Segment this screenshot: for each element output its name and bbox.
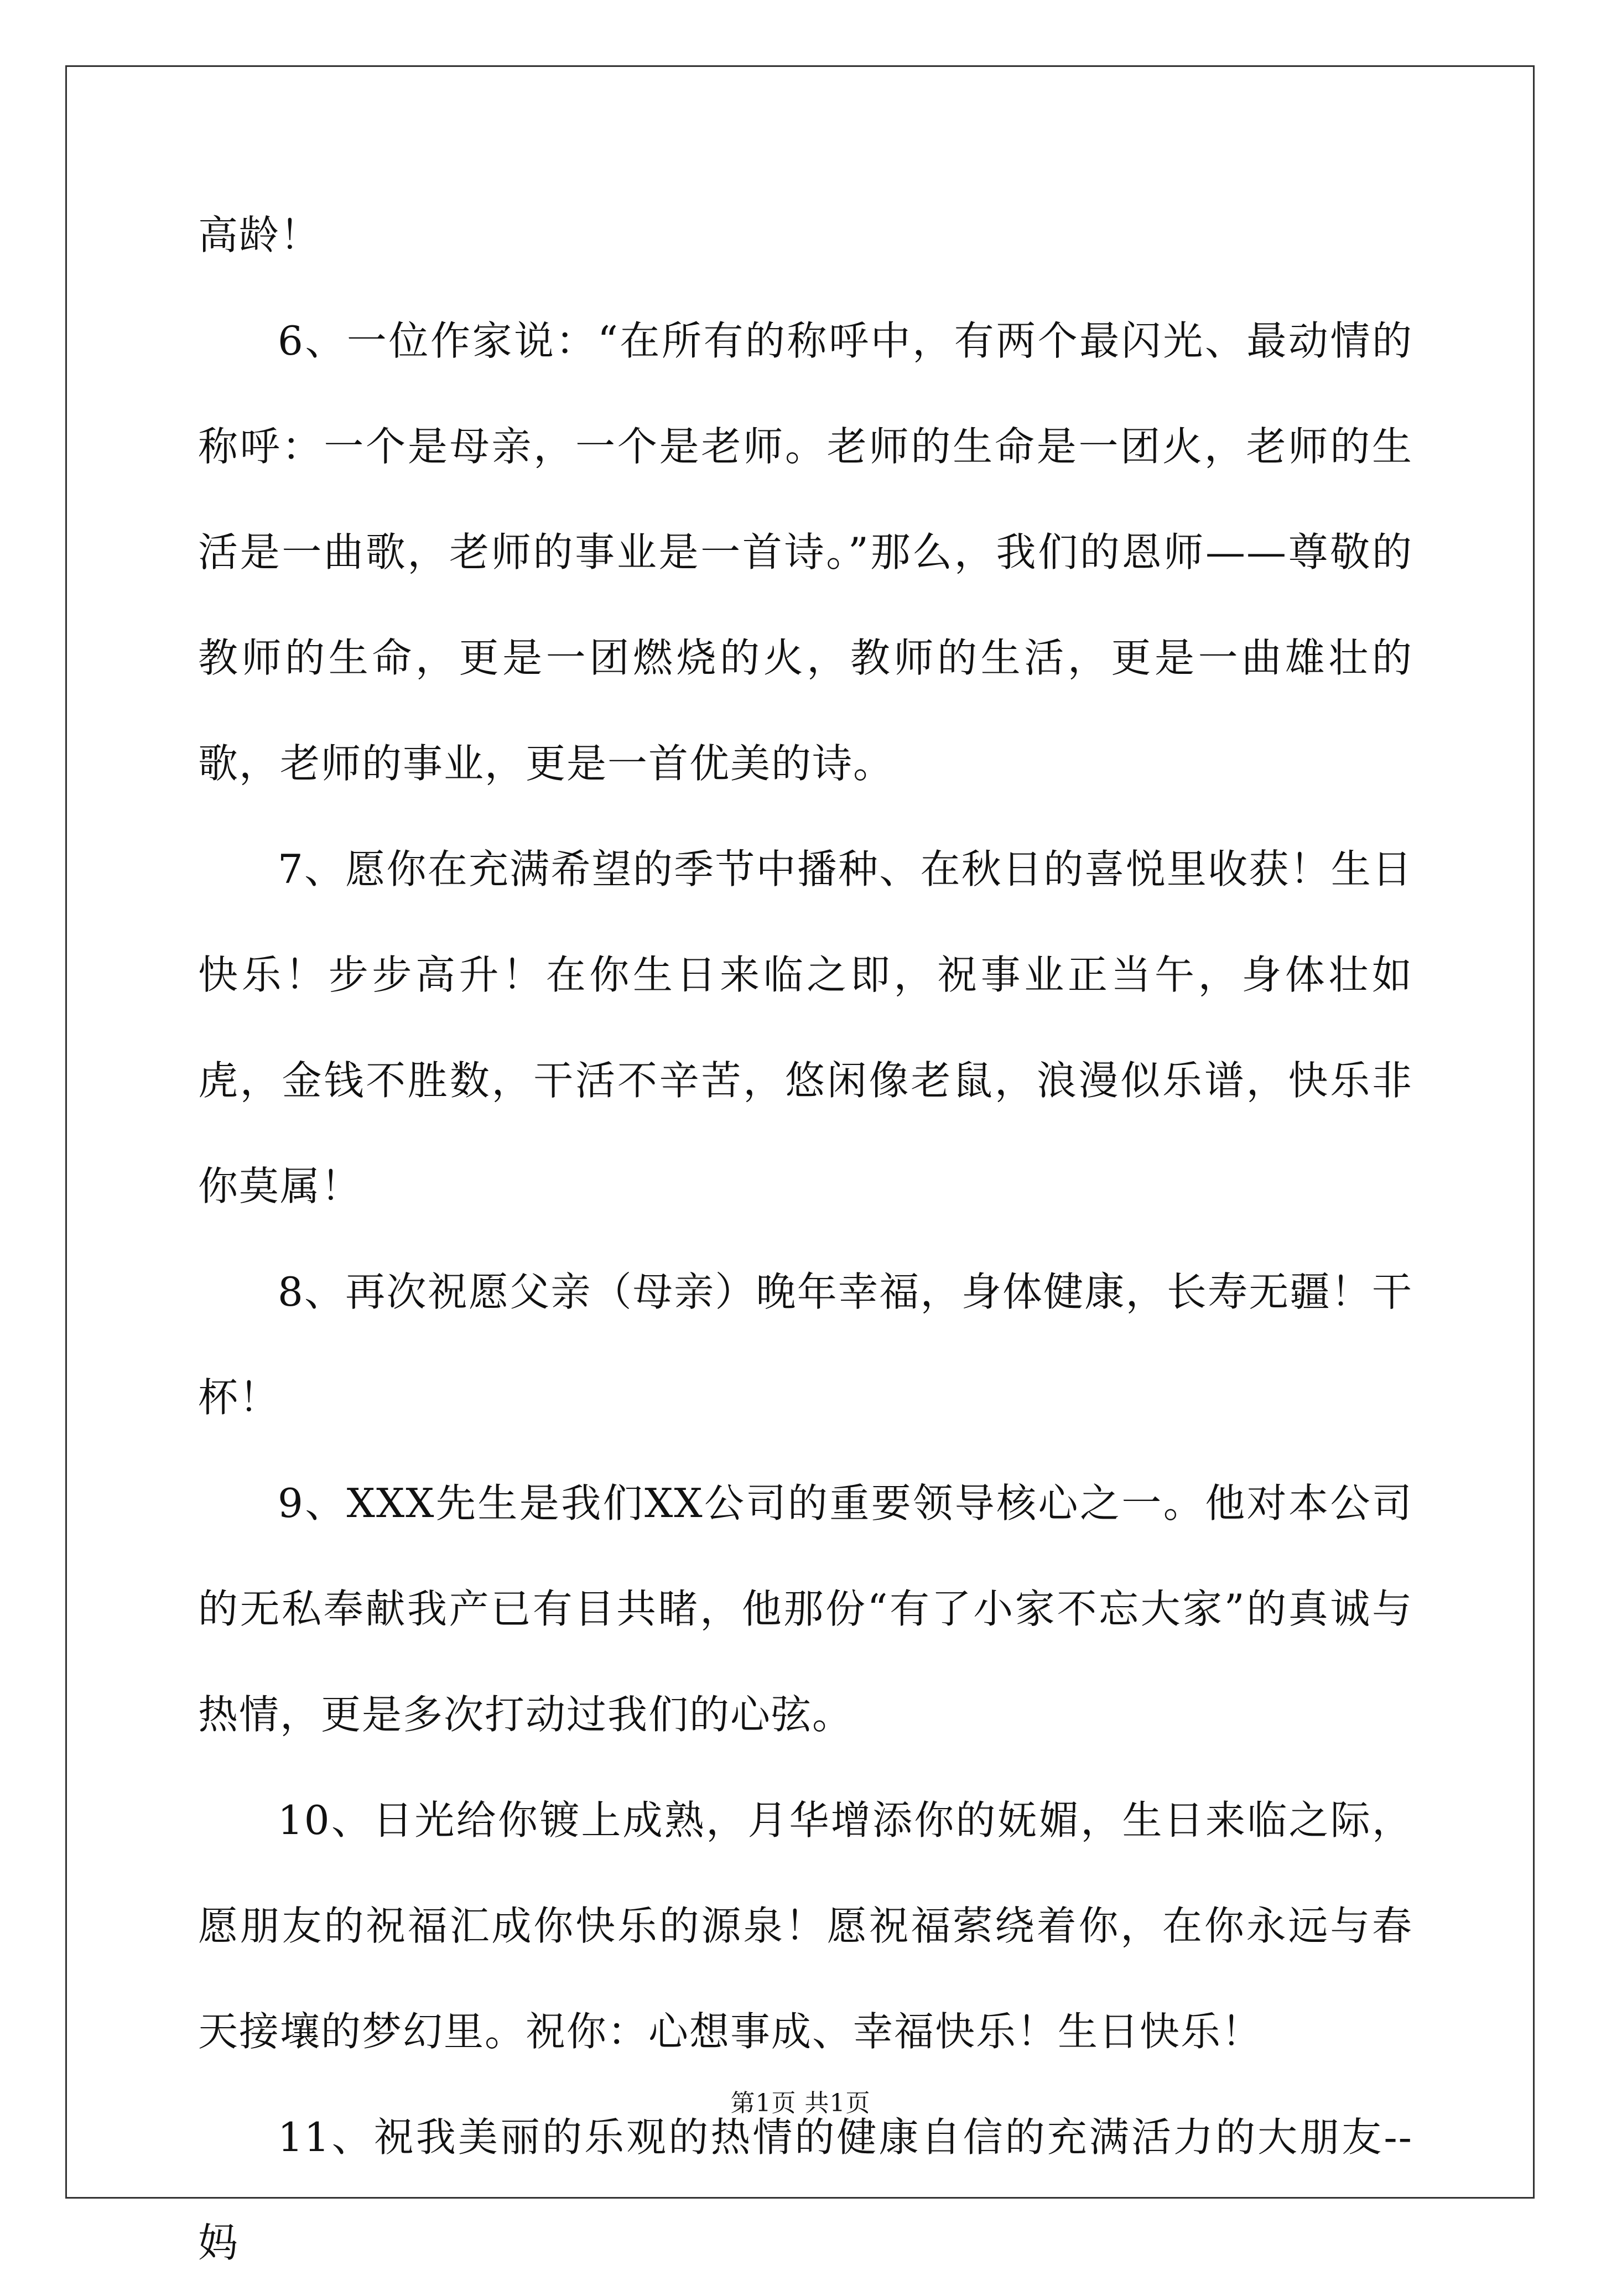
paragraph: 高龄！ <box>198 212 321 258</box>
paragraph: 6、一位作家说：“在所有的称呼中，有两个最闪光、最动情的称呼：一个是母亲，一个是老师。老师的生命是一团火，老师的生活是一曲歌，老师的事业是一首诗。”那么，我们的恩师——尊敬的教师的生命，更是一团燃烧的火，教师的生活，更是一曲雄壮的歌，老师的事业，更是一首优美的诗。 <box>198 318 1413 787</box>
paragraph: 10、日光给你镀上成熟，月华增添你的妩媚，生日来临之际，愿朋友的祝福汇成你快乐的源泉！愿祝福萦绕着你，在你永远与春天接壤的梦幻里。祝你：心想事成、幸福快乐！生日快乐！ <box>198 1797 1413 2055</box>
paragraph: 8、再次祝愿父亲（母亲）晚年幸福，身体健康，长寿无疆！干杯！ <box>198 1269 1413 1421</box>
paragraph: 7、愿你在充满希望的季节中播种、在秋日的喜悦里收获！生日快乐！步步高升！在你生日来临之即，祝事业正当午，身体壮如虎，金钱不胜数，干活不辛苦，悠闲像老鼠，浪漫似乐谱，快乐非你莫属！ <box>198 846 1413 1209</box>
paragraph: 11、祝我美丽的乐观的热情的健康自信的充满活力的大朋友--妈 <box>198 2114 1413 2266</box>
document-body <box>198 183 1413 2296</box>
page-footer: 第1页 共1页 <box>730 2089 871 2117</box>
paragraph: 9、XXX先生是我们XX公司的重要领导核心之一。他对本公司的无私奉献我产已有目共睹，他那份“有了小家不忘大家”的真诚与热情，更是多次打动过我们的心弦。 <box>198 1480 1413 1738</box>
